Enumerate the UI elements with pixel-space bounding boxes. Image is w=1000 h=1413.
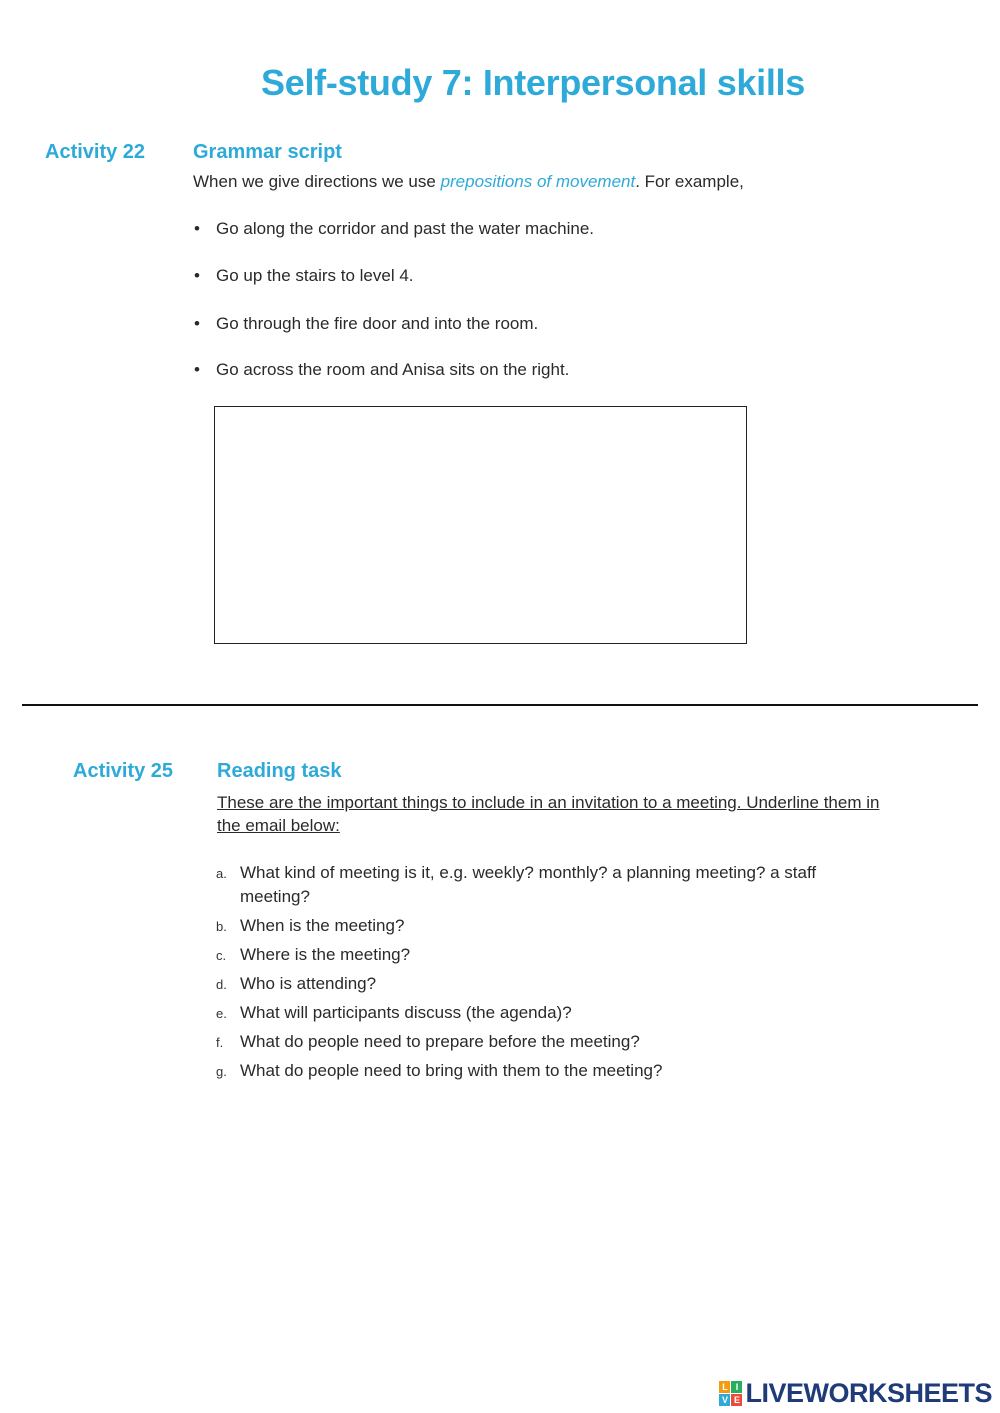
intro-emphasis: prepositions of movement [440,172,636,191]
intro-text-after: . For example, [635,172,744,191]
question-text: What do people need to prepare before the meeting? [240,1032,640,1051]
question-text: What will participants discuss (the agenda)? [240,1003,572,1022]
bullet-text: Go up the stairs to level 4. [216,266,414,285]
logo-mark-letter: V [719,1394,730,1406]
logo-mark-letter: E [731,1394,742,1406]
intro-text-before: When we give directions we use [193,172,441,191]
bullet-item [194,314,539,334]
activity-22-intro [193,172,744,192]
question-letter: c. [216,948,227,963]
bullet-dot: • [194,314,200,333]
bullet-text: Go along the corridor and past the water machine. [216,219,594,238]
question-letter: a. [216,866,227,881]
question-item [216,861,886,909]
question-letter: e. [216,1006,227,1021]
logo-mark-letter: L [719,1381,730,1393]
bullet-item [194,360,570,380]
activity-22-label: Activity 22 [45,141,146,163]
bullet-dot: • [194,219,200,238]
question-text: Where is the meeting? [240,945,411,964]
bullet-item [194,266,414,286]
bullet-text: Go through the fire door and into the room. [216,314,539,333]
bullet-text: Go across the room and Anisa sits on the right. [216,360,570,379]
section-divider [22,704,978,706]
activity-22-heading: Grammar script [193,141,342,163]
activity-25-label: Activity 25 [73,760,174,782]
logo-mark-letter: I [731,1381,742,1393]
question-text: What kind of meeting is it, e.g. weekly? monthly? a planning meeting? a staff meeting? [240,863,817,906]
question-text: What do people need to bring with them to the meeting? [240,1061,663,1080]
question-text: When is the meeting? [240,916,405,935]
question-text: Who is attending? [240,974,377,993]
question-letter: f. [216,1035,224,1050]
activity-25-heading: Reading task [217,760,342,782]
question-letter: d. [216,977,227,992]
logo-mark-icon [719,1381,742,1406]
activity-25-instruction: These are the important things to include in an invitation to a meeting. Underline them in the email below: [217,793,880,835]
page-title: Self-study 7: Interpersonal skills [261,62,805,103]
bullet-dot: • [194,360,200,379]
bullet-dot: • [194,266,200,285]
question-letter: b. [216,919,227,934]
question-letter: g. [216,1064,227,1079]
liveworksheets-logo[interactable] [719,1378,992,1409]
bullet-item [194,219,594,239]
answer-box[interactable] [214,406,747,644]
logo-text: LIVEWORKSHEETS [745,1378,992,1408]
